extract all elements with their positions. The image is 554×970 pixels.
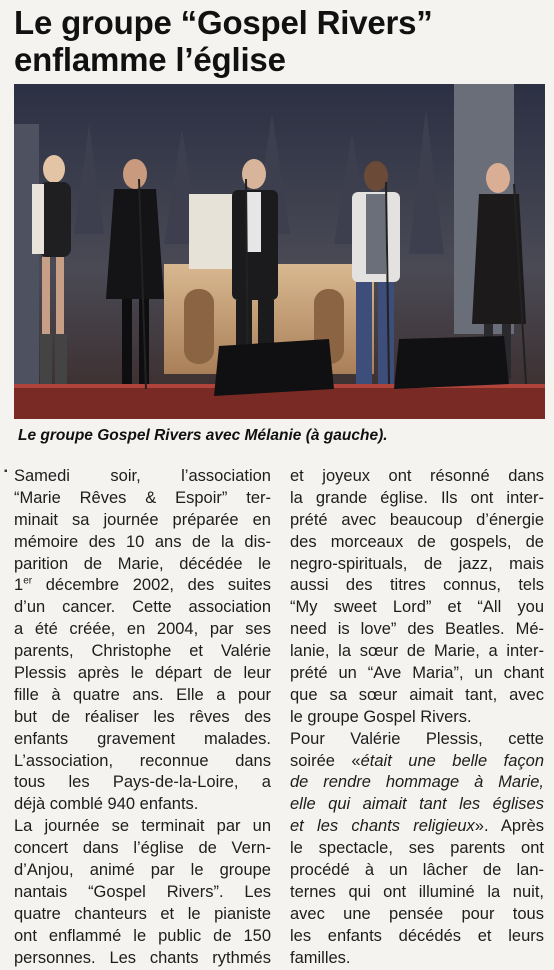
text-line: negro-spirituals, de jazz, mais xyxy=(290,554,544,573)
text-line: quatre chanteurs et le pianiste xyxy=(14,904,271,923)
text-line: L’association, reconnue dans xyxy=(14,751,271,770)
text-line: et les chants religieux». Après xyxy=(290,817,544,836)
text-line: déjà comblé 940 enfants. xyxy=(14,795,199,814)
text-line: Samedi soir, l’association xyxy=(14,467,271,485)
text-line: a été créée, en 2004, par ses xyxy=(14,620,271,639)
text-line: les enfants décédés et leurs xyxy=(290,926,544,945)
text-line: Plessis après le départ de leur xyxy=(14,664,271,683)
text-line: personnes. Les chants rythmés xyxy=(14,948,271,967)
text-line: aussi des titres connus, tels xyxy=(290,576,544,595)
text-line: “My sweet Lord” et “All you xyxy=(290,598,544,617)
text-line: ont enflammé le public de 150 xyxy=(14,926,271,945)
text-line: et joyeux ont résonné dans xyxy=(290,467,544,485)
text-line: parents, Christophe et Valérie xyxy=(14,642,271,661)
text-line: des morceaux de gospels, de xyxy=(290,532,544,551)
text-line: le groupe Gospel Rivers. xyxy=(290,707,472,726)
text-line: avec une pensée pour tous xyxy=(290,904,544,923)
text-line: but de réaliser les rêves des xyxy=(14,707,271,726)
text-line: minait sa journée préparée en xyxy=(14,510,271,529)
text-line: d’un cancer. Cette association xyxy=(14,598,271,617)
headline-line-1: Le groupe “Gospel Rivers” xyxy=(14,4,433,41)
text-line: 1er décembre 2002, des suites xyxy=(14,575,271,595)
text-line: que sa sœur aimait tant, avec xyxy=(290,685,544,704)
text-line: lanie, la sœur de Marie, a inter- xyxy=(290,642,544,661)
text-line: Pour Valérie Plessis, cette xyxy=(290,729,544,748)
photo-caption: Le groupe Gospel Rivers avec Mélanie (à gauche). xyxy=(18,427,388,444)
text-line: La journée se terminait par un xyxy=(14,817,271,836)
text-line: d’Anjou, animé par le groupe xyxy=(14,861,271,880)
text-line: prété avec beaucoup d’énergie xyxy=(290,510,544,529)
paragraph-bullet: ▪ xyxy=(4,466,8,477)
article-headline xyxy=(14,4,544,78)
text-line: fille à quatre ans. Elle a pour xyxy=(14,685,271,704)
text-line: concert dans l’église de Vern- xyxy=(14,839,271,858)
text-line: prété un “Ave Maria”, un chant xyxy=(290,664,544,683)
text-line: nantais “Gospel Rivers”. Les xyxy=(14,882,271,901)
text-line: de rendre hommage à Marie, xyxy=(290,773,544,792)
text-line: familles. xyxy=(290,948,351,967)
article-column-right xyxy=(290,466,544,970)
concert-photo xyxy=(14,84,545,419)
text-line: elle qui aimait tant les églises xyxy=(290,795,544,814)
text-line: enfants gravement malades. xyxy=(14,729,271,748)
text-line: soirée «était une belle façon xyxy=(290,751,544,770)
text-line: procédé à un lâcher de lan- xyxy=(290,861,544,880)
article-column-left xyxy=(14,466,271,970)
text-line: la grande église. Ils ont inter- xyxy=(290,488,544,507)
headline-line-2: enflamme l’église xyxy=(14,41,286,78)
text-line: mémoire des 10 ans de la dis- xyxy=(14,532,271,551)
text-line: parition de Marie, décédée le xyxy=(14,554,271,573)
text-line: ternes qui ont illuminé la nuit, xyxy=(290,882,544,901)
text-line: tous les Pays-de-la-Loire, a xyxy=(14,773,271,792)
text-line: le spectacle, ses parents ont xyxy=(290,839,544,858)
text-line: “Marie Rêves & Espoir” ter- xyxy=(14,488,271,507)
text-line: need is love” des Beatles. Mé- xyxy=(290,620,544,639)
